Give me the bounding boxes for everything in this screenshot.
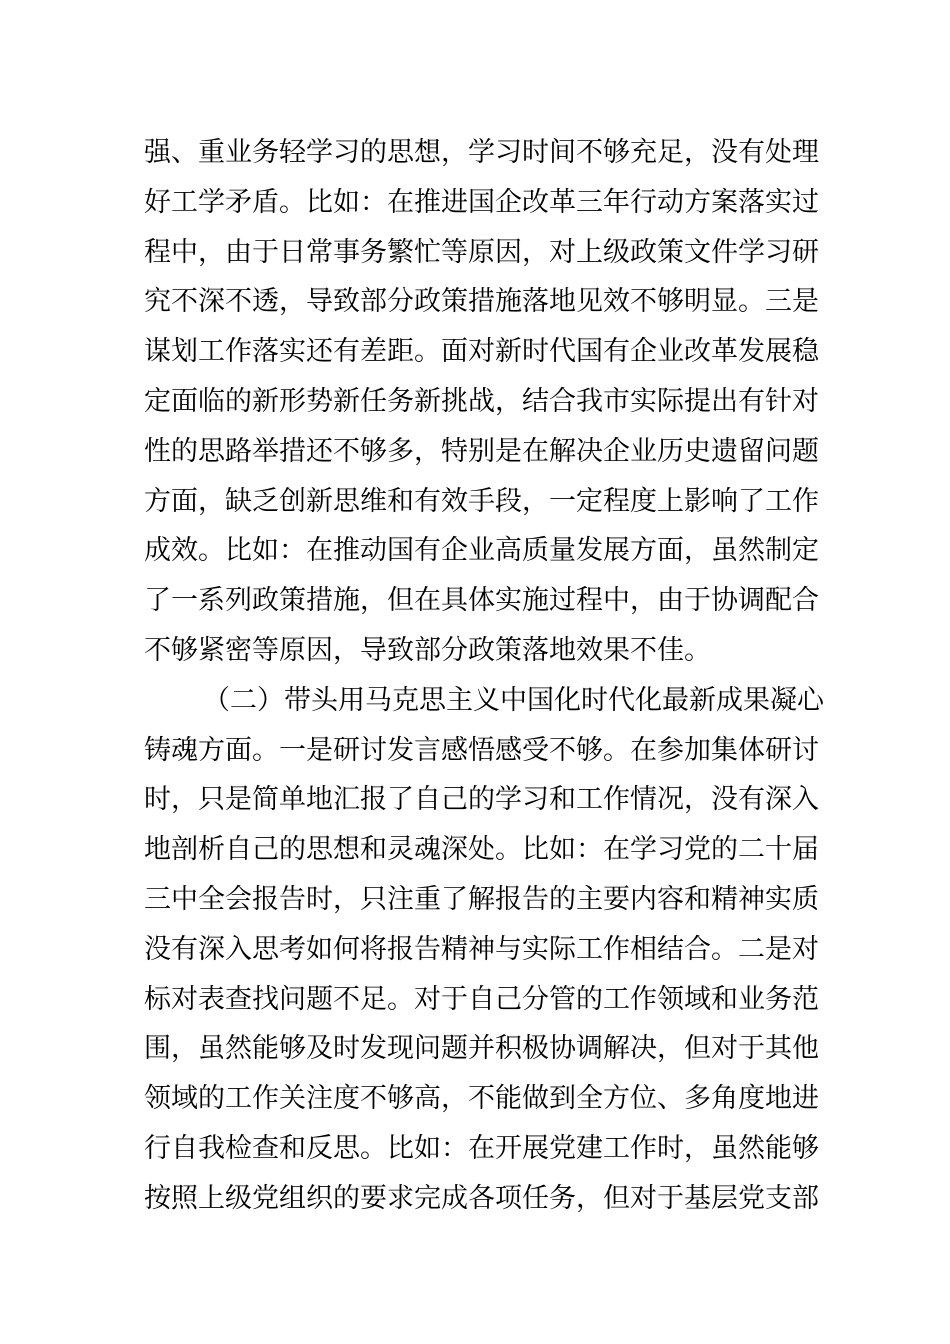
- text-line: 地剖析自己的思想和灵魂深处。比如：在学习党的二十届: [144, 834, 819, 866]
- document-body: [144, 128, 824, 1224]
- text-line: 定面临的新形势新任务新挑战，结合我市实际提出有针对: [144, 385, 819, 417]
- text-line: 时，只是简单地汇报了自己的学习和工作情况，没有深入: [144, 784, 819, 816]
- text-line: 方面，缺乏创新思维和有效手段，一定程度上影响了工作: [144, 485, 819, 517]
- text-line: 铸魂方面。一是研讨发言感悟感受不够。在参加集体研讨: [144, 734, 819, 766]
- text-line: 不够紧密等原因，导致部分政策落地效果不佳。: [144, 634, 711, 666]
- text-line: 按照上级党组织的要求完成各项任务，但对于基层党支部: [144, 1182, 819, 1214]
- text-line: 谋划工作落实还有差距。面对新时代国有企业改革发展稳: [144, 336, 819, 368]
- text-line: 好工学矛盾。比如：在推进国企改革三年行动方案落实过: [144, 186, 819, 218]
- text-line: 三中全会报告时，只注重了解报告的主要内容和精神实质: [144, 883, 819, 915]
- text-line: 强、重业务轻学习的思想，学习时间不够充足，没有处理: [144, 137, 819, 168]
- text-line: 没有深入思考如何将报告精神与实际工作相结合。二是对: [144, 933, 819, 965]
- text-line: 了一系列政策措施，但在具体实施过程中，由于协调配合: [144, 585, 819, 617]
- text-line: 究不深不透，导致部分政策措施落地见效不够明显。三是: [144, 286, 819, 318]
- text-line: 围，虽然能够及时发现问题并积极协调解决，但对于其他: [144, 1033, 819, 1065]
- text-line: 成效。比如：在推动国有企业高质量发展方面，虽然制定: [144, 535, 819, 567]
- text-line: 领域的工作关注度不够高，不能做到全方位、多角度地进: [144, 1083, 819, 1115]
- text-line: （二）带头用马克思主义中国化时代化最新成果凝心: [203, 684, 824, 716]
- text-line: 行自我检查和反思。比如：在开展党建工作时，虽然能够: [144, 1132, 819, 1164]
- text-line: 程中，由于日常事务繁忙等原因，对上级政策文件学习研: [144, 236, 819, 268]
- text-line: 性的思路举措还不够多，特别是在解决企业历史遗留问题: [144, 435, 819, 467]
- text-line: 标对表查找问题不足。对于自己分管的工作领域和业务范: [144, 983, 819, 1015]
- paragraph-1: [144, 128, 819, 676]
- paragraph-2: [144, 676, 824, 1224]
